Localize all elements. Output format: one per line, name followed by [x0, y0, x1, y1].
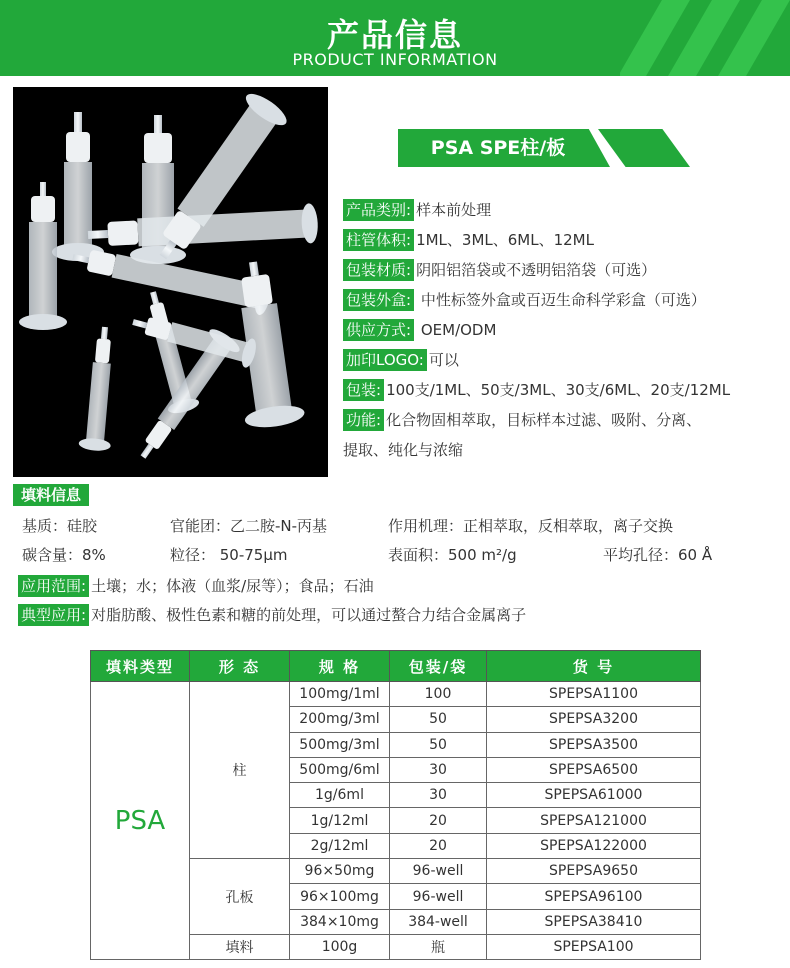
pack-cell: 20 [390, 833, 487, 858]
typical-application [18, 604, 526, 626]
pack-cell: 瓶 [390, 934, 487, 959]
table-header-row [91, 651, 701, 682]
spec-packing [343, 379, 730, 401]
filler-mechanism: 作用机理：正相萃取，反相萃取，离子交换 [388, 517, 674, 535]
product-name: PSA SPE柱/板 [430, 137, 566, 159]
product-name-tab-accent [598, 129, 690, 167]
code-cell: SPEPSA96100 [487, 884, 701, 909]
code-cell: SPEPSA9650 [487, 859, 701, 884]
application-scope [18, 575, 374, 597]
filler-info-heading: 填料信息 [13, 484, 91, 506]
spec-label: 产品类别: [343, 199, 414, 221]
filler-particle-size: 粒径： 50-75μm [170, 546, 288, 564]
form-column-cell: 柱 [190, 682, 290, 859]
spec-label: 供应方式: [343, 319, 414, 341]
code-cell: SPEPSA61000 [487, 783, 701, 808]
table-row [91, 682, 701, 707]
pack-cell: 96-well [390, 884, 487, 909]
filler-type-cell: PSA [91, 682, 190, 960]
pack-cell: 30 [390, 757, 487, 782]
filler-surface-area: 表面积：500 m²/g [388, 546, 517, 564]
filler-matrix: 基质：硅胶 [22, 517, 98, 535]
spec-label: 包装: [343, 379, 384, 401]
spec-cell: 1g/6ml [290, 783, 390, 808]
spec-supply [343, 319, 496, 341]
header-form: 形 态 [190, 651, 290, 682]
code-cell: SPEPSA38410 [487, 909, 701, 934]
spec-cell: 96×50mg [290, 859, 390, 884]
application-value: 土壤；水；体液（血浆/尿等）；食品；石油 [91, 577, 374, 595]
spec-function-continued: 提取、纯化与浓缩 [343, 441, 464, 459]
pack-cell: 50 [390, 707, 487, 732]
pack-cell: 384-well [390, 909, 487, 934]
spec-value: 样本前处理 [416, 201, 492, 219]
code-cell: SPEPSA6500 [487, 757, 701, 782]
spec-value: 中性标签外盒或百迈生命科学彩盒（可选） [420, 291, 706, 309]
spec-cell: 500mg/3ml [290, 732, 390, 757]
spec-value: OEM/ODM [420, 321, 497, 339]
pack-cell: 30 [390, 783, 487, 808]
spec-value: 100支/1ML、50支/3ML、30支/6ML、20支/12ML [386, 381, 731, 399]
spec-cell: 100g [290, 934, 390, 959]
spe-columns-image [13, 87, 328, 477]
spec-label: 包装材质: [343, 259, 414, 281]
typical-value: 对脂肪酸、极性色素和糖的前处理，可以通过螯合力结合金属离子 [91, 606, 527, 624]
spec-cell: 2g/12ml [290, 833, 390, 858]
spec-category [343, 199, 491, 221]
code-cell: SPEPSA122000 [487, 833, 701, 858]
header-code: 货 号 [487, 651, 701, 682]
spec-label: 柱管体积: [343, 229, 414, 251]
pack-cell: 96-well [390, 859, 487, 884]
filler-functional-group: 官能团：乙二胺-N-丙基 [170, 517, 328, 535]
banner-title: 产品信息 [326, 16, 463, 54]
header-banner [0, 0, 790, 76]
filler-pore-size: 平均孔径：60 Å [603, 546, 713, 564]
spec-cell: 500mg/6ml [290, 757, 390, 782]
code-cell: SPEPSA3200 [487, 707, 701, 732]
header-pack: 包装/袋 [390, 651, 487, 682]
application-label: 应用范围: [18, 575, 89, 597]
code-cell: SPEPSA3500 [487, 732, 701, 757]
spec-value: 可以 [428, 351, 459, 369]
spec-logo [343, 349, 459, 371]
spec-label: 加印LOGO: [343, 349, 427, 371]
spec-label: 包装外盒: [343, 289, 414, 311]
spec-value: 阴阳铝箔袋或不透明铝箔袋（可选） [416, 261, 657, 279]
spec-cell: 200mg/3ml [290, 707, 390, 732]
code-cell: SPEPSA121000 [487, 808, 701, 833]
spec-cell: 100mg/1ml [290, 682, 390, 707]
pack-cell: 50 [390, 732, 487, 757]
spec-value: 1ML、3ML、6ML、12ML [416, 231, 594, 249]
spec-value: 化合物固相萃取，目标样本过滤、吸附、分离、 [386, 411, 702, 429]
product-table [90, 650, 701, 960]
pack-cell: 100 [390, 682, 487, 707]
filler-carbon-content: 碳含量：8% [22, 546, 106, 564]
spec-function [343, 409, 701, 431]
form-filler-cell: 填料 [190, 934, 290, 959]
spec-label: 功能: [343, 409, 384, 431]
spec-cell: 96×100mg [290, 884, 390, 909]
banner-subtitle: PRODUCT INFORMATION [292, 50, 498, 69]
form-plate-cell: 孔板 [190, 859, 290, 935]
spec-volume [343, 229, 594, 251]
spec-cell: 1g/12ml [290, 808, 390, 833]
typical-label: 典型应用: [18, 604, 89, 626]
header-spec: 规 格 [290, 651, 390, 682]
spec-outer-box [343, 289, 706, 311]
code-cell: SPEPSA100 [487, 934, 701, 959]
product-photo [13, 87, 328, 477]
pack-cell: 20 [390, 808, 487, 833]
spec-packaging-material [343, 259, 656, 281]
spec-cell: 384×10mg [290, 909, 390, 934]
code-cell: SPEPSA1100 [487, 682, 701, 707]
header-filler-type: 填料类型 [91, 651, 190, 682]
